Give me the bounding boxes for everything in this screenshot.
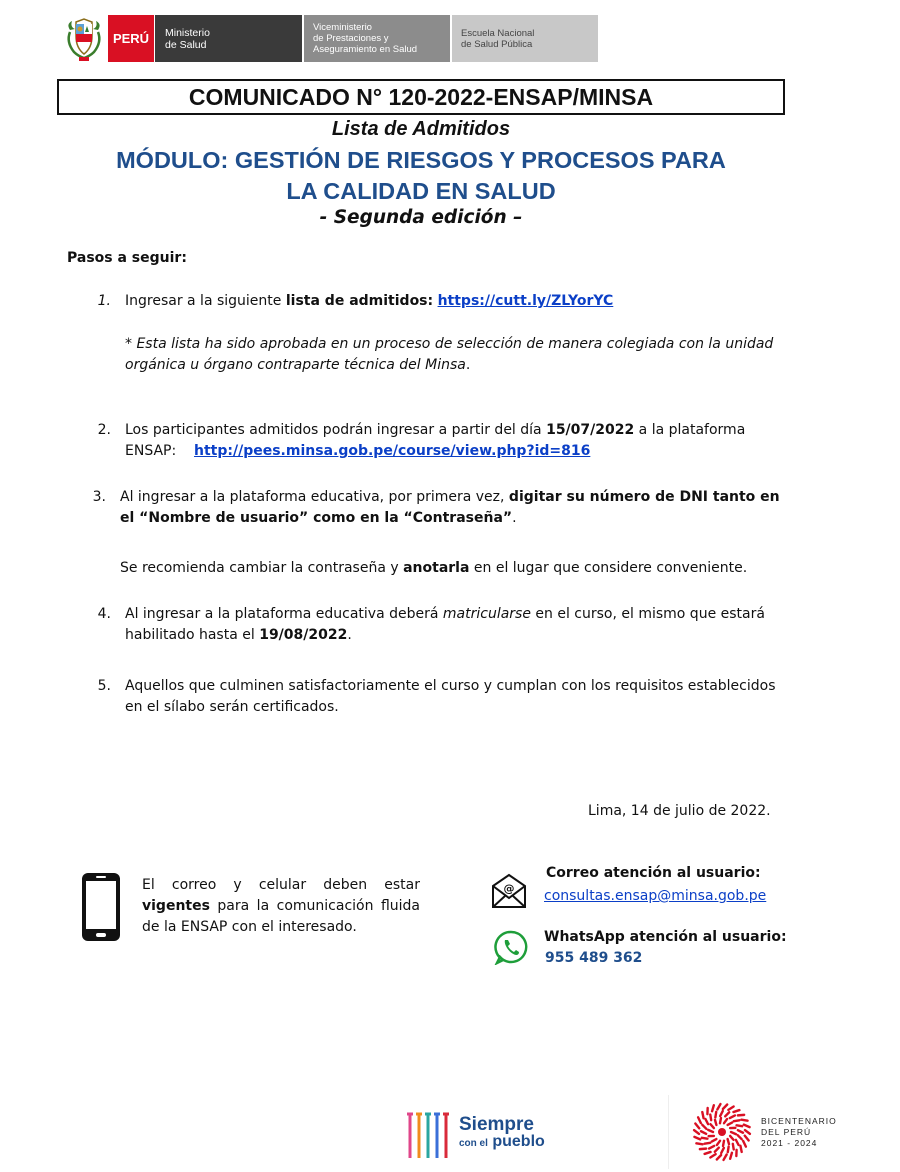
step-number: 4. (97, 606, 111, 622)
emblem-ray (710, 1115, 711, 1121)
step-text: Ingresar a la siguiente (125, 293, 286, 309)
ministry-line: de Salud (165, 38, 207, 51)
emblem-ray (741, 1120, 747, 1121)
viceministry-line: de Prestaciones y (313, 33, 389, 44)
module-title-line: MÓDULO: GESTIÓN DE RIESGOS Y PROCESOS PARA (116, 147, 726, 173)
step-text: Al ingresar a la plataforma educativa deberá (125, 606, 443, 622)
step-text: a la plataforma (634, 422, 746, 438)
emblem-ray (738, 1135, 742, 1139)
emblem-ray (745, 1136, 749, 1141)
siempre-con-el-pueblo-logo (405, 1108, 545, 1160)
emblem-ray (705, 1152, 711, 1154)
step-text: Al ingresar a la plataforma educativa, por primera vez, (120, 489, 509, 505)
emblem-ray (698, 1117, 701, 1123)
emblem-ray (738, 1130, 743, 1133)
note-line: * Esta lista ha sido aprobada en un proceso de selección de manera colegiada con la unidad (125, 336, 774, 352)
step-number: 3. (92, 489, 106, 505)
coat-of-arms-icon (62, 15, 106, 62)
bicentenario-line: BICENTENARIO (761, 1115, 837, 1126)
emblem-ray (724, 1155, 727, 1160)
step-1-note (125, 334, 773, 376)
step-text: . (347, 627, 352, 643)
step-text: . (512, 510, 517, 526)
emblem-ray (743, 1141, 746, 1147)
notice-text: El correo y celular deben estar (142, 877, 420, 893)
emblem-ray (723, 1104, 727, 1109)
people-icon (405, 1108, 453, 1160)
emblem-ray (728, 1147, 729, 1153)
emblem-ray (717, 1155, 721, 1160)
admitted-list-link[interactable]: https://cutt.ly/ZLYorYC (437, 293, 614, 309)
step-bold-text: anotarla (403, 560, 470, 576)
emblem-ray (710, 1124, 713, 1128)
notice-bold: vigentes (142, 898, 210, 914)
emblem-ray (745, 1130, 750, 1134)
start-date: 15/07/2022 (546, 422, 635, 438)
slogan-small: con el (459, 1138, 488, 1149)
step-text: ENSAP: (125, 443, 177, 459)
step-1-text (125, 291, 613, 312)
course-link[interactable]: http://pees.minsa.gob.pe/course/view.php?id=816 (194, 443, 591, 459)
ministry-line: Ministerio (165, 26, 210, 39)
step-text: en el curso, el mismo que estará (530, 606, 765, 622)
emblem-ray (730, 1115, 735, 1118)
emblem-ray (731, 1132, 736, 1134)
emblem-ray (728, 1139, 729, 1144)
emblem-ray (737, 1125, 743, 1126)
emblem-ray (694, 1137, 700, 1139)
peru-label: PERÚ (108, 15, 154, 62)
ministry-label (154, 15, 302, 62)
whatsapp-icon (493, 929, 529, 970)
emblem-ray (712, 1105, 714, 1111)
step-text: Los participantes admitidos podrán ingresar a partir del día (125, 422, 547, 438)
emblem-ray (715, 1112, 716, 1118)
emblem-ray (723, 1141, 724, 1146)
step-3-text (120, 487, 780, 529)
step-bold-text: lista de admitidos: (285, 293, 434, 309)
step-bold-text: el “Nombre de usuario” como en la “Contraseña” (120, 510, 513, 526)
emblem-ray (710, 1154, 715, 1157)
emblem-ray (734, 1120, 740, 1121)
emblem-ray (724, 1119, 727, 1123)
step-5-text (125, 676, 776, 718)
school-label (452, 15, 598, 62)
emblem-ray (695, 1124, 699, 1129)
note-end: . (465, 357, 471, 373)
svg-text:@: @ (503, 882, 515, 895)
viceministry-label (304, 15, 450, 62)
emblem-ray (696, 1143, 702, 1144)
step-4-text (125, 604, 765, 646)
school-line: de Salud Pública (461, 38, 533, 50)
step-text: Se recomienda cambiar la contraseña y (120, 560, 404, 576)
mobile-phone-icon (80, 871, 122, 948)
emblem-ray (730, 1136, 733, 1140)
email-heading: Correo atención al usuario: (546, 865, 761, 881)
emblem-ray (721, 1148, 724, 1153)
module-title-line: LA CALIDAD EN SALUD (286, 178, 556, 204)
step-3-recommendation (120, 558, 747, 579)
notice-text: . (352, 919, 357, 935)
emblem-ray (733, 1144, 734, 1150)
emblem-ray (744, 1125, 750, 1127)
emblem-ray (712, 1139, 717, 1141)
viceministry-line: Viceministerio (313, 22, 372, 33)
emblem-ray (725, 1112, 729, 1116)
bicentenario-line: 2021 - 2024 (761, 1137, 818, 1148)
bicentenario-logo (668, 1095, 851, 1169)
step-2-text (125, 420, 745, 462)
email-icon (490, 872, 528, 915)
emblem-ray (702, 1112, 703, 1118)
slogan-line: Siempre (459, 1114, 534, 1135)
school-line: Escuela Nacional (461, 27, 535, 39)
emblem-ray (694, 1130, 699, 1134)
step-text: Aquellos que culminen satisfactoriamente el curso y cumplan con los requisitos establecidos (125, 678, 776, 694)
slogan-line: pueblo (492, 1133, 545, 1150)
emblem-ray (715, 1120, 716, 1125)
emblem-ray (717, 1104, 720, 1109)
bicentenario-text (761, 1116, 837, 1149)
viceministry-line: Aseguramiento en Salud (313, 44, 418, 55)
notice-text: para la comunicación fluida de la ENSAP con el interesado (142, 898, 420, 935)
whatsapp-heading: WhatsApp atención al usuario: (544, 929, 787, 945)
emblem-ray (705, 1119, 708, 1124)
step-number: 1. (97, 293, 111, 309)
end-date: 19/08/2022 (259, 627, 348, 643)
note-line: orgánica u órgano contraparte técnica del Minsa (125, 357, 466, 373)
step-italic-text: matricularse (442, 606, 531, 622)
module-title (0, 145, 842, 207)
step-text: en el sílabo serán certificados. (125, 699, 339, 715)
bicentenario-emblem-icon (691, 1101, 753, 1163)
emblem-ray (702, 1138, 708, 1139)
edition-label: - Segunda edición – (319, 207, 523, 228)
slogan (459, 1116, 545, 1152)
document-title: COMUNICADO N° 120-2022-ENSAP/MINSA (57, 79, 785, 115)
emblem-ray (720, 1118, 721, 1123)
steps-heading: Pasos a seguir: (67, 250, 187, 266)
header-banner (62, 15, 598, 62)
bicentenario-line: DEL PERÚ (761, 1126, 812, 1137)
emblem-ray (720, 1111, 723, 1116)
step-bold-text: digitar su número de DNI tanto en (508, 489, 780, 505)
emblem-ray (717, 1141, 720, 1145)
emblem-ray (728, 1122, 733, 1124)
document-date: Lima, 14 de julio de 2022. (588, 803, 771, 819)
emblem-ray (733, 1110, 739, 1112)
emblem-ray (715, 1148, 719, 1152)
step-text: habilitado hasta el (125, 627, 260, 643)
emblem-ray (702, 1125, 706, 1129)
emblem-ray (708, 1130, 713, 1132)
emblem-ray (730, 1153, 732, 1159)
emblem-ray (740, 1146, 741, 1152)
emblem-ray (728, 1107, 733, 1110)
whatsapp-number: 955 489 362 (545, 950, 643, 966)
contact-notice (142, 875, 420, 938)
step-number: 5. (97, 678, 111, 694)
email-link[interactable]: consultas.ensap@minsa.gob.pe (544, 888, 767, 904)
document-subtitle: Lista de Admitidos (331, 118, 511, 140)
emblem-ray (701, 1131, 706, 1134)
step-number: 2. (97, 422, 111, 438)
emblem-ray (736, 1140, 739, 1145)
emblem-ray (709, 1146, 714, 1149)
emblem-ray (705, 1143, 711, 1144)
step-text: en el lugar que considere conveniente. (469, 560, 748, 576)
